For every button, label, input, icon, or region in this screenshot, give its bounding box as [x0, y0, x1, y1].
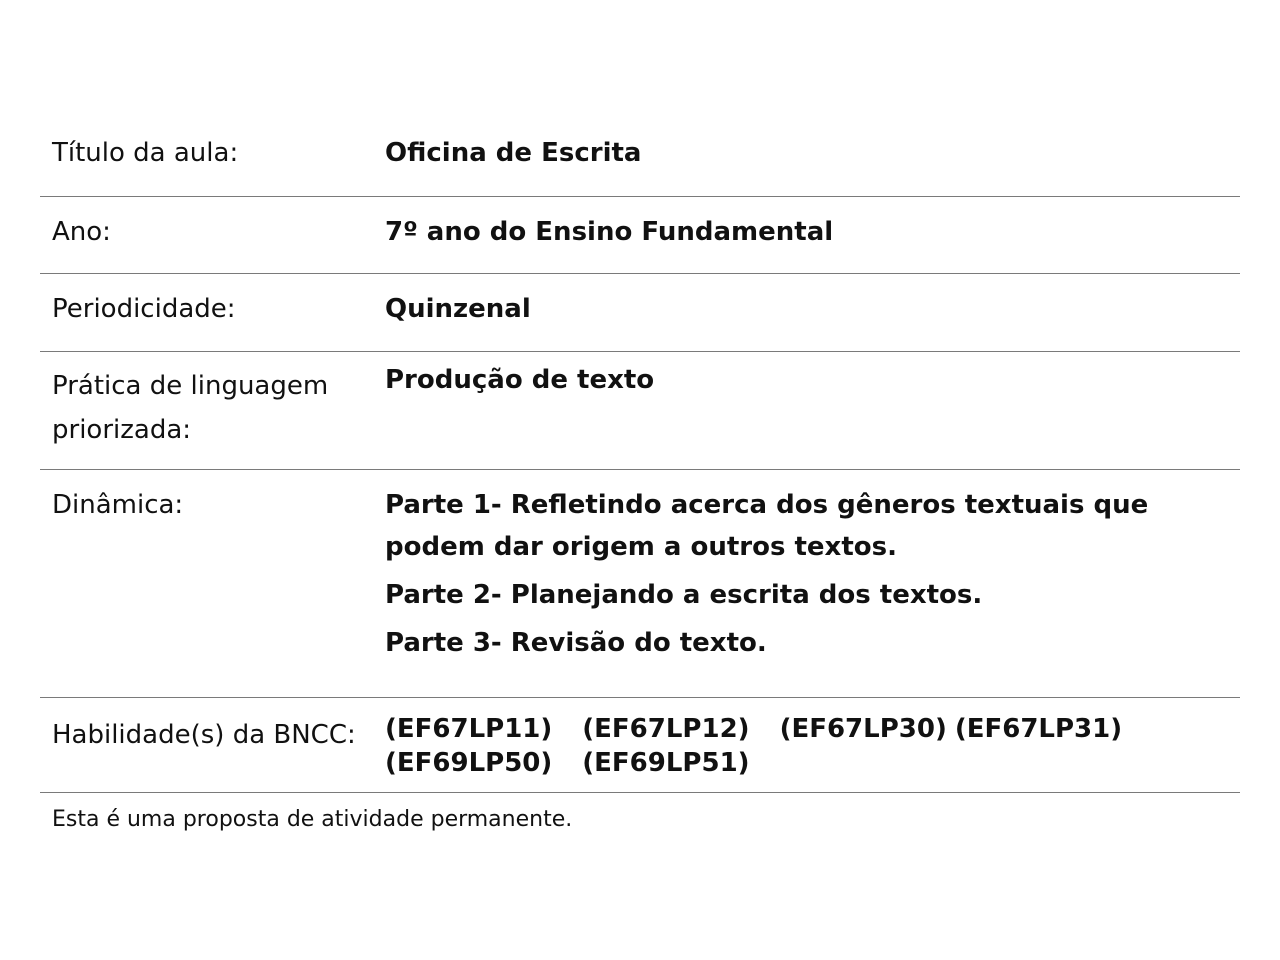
bncc-skill-code: (EF67LP30): [779, 714, 947, 744]
row-year: [40, 197, 1240, 274]
bncc-skill-code: (EF67LP12): [582, 714, 750, 744]
row-dynamics: [40, 470, 1240, 698]
row-lesson-title: [40, 115, 1240, 197]
year-label: Ano:: [52, 217, 111, 247]
periodicity-value: Quinzenal: [385, 294, 531, 324]
lesson-plan-table: [40, 115, 1240, 835]
periodicity-label: Periodicidade:: [52, 294, 236, 324]
bncc-skill-codes: [385, 712, 1228, 780]
dynamics-part-3: Parte 3- Revisão do texto.: [385, 628, 767, 658]
row-language-practice: [40, 352, 1240, 470]
dynamics-value: [385, 484, 1240, 697]
row-periodicity: [40, 274, 1240, 352]
year-value: 7º ano do Ensino Fundamental: [385, 217, 834, 247]
dynamics-part-2: Parte 2- Planejando a escrita dos textos.: [385, 580, 983, 610]
bncc-skills-value: [385, 712, 1240, 792]
bncc-skill-code: (EF69LP51): [582, 748, 750, 778]
language-practice-label-line2: priorizada:: [52, 415, 192, 445]
row-bncc-skills: [40, 698, 1240, 793]
language-practice-label: [40, 364, 385, 469]
dynamics-part-1: Parte 1- Refletindo acerca dos gêneros textuais que podem dar origem a outros textos.: [385, 490, 1149, 562]
bncc-skill-code: (EF67LP31): [954, 714, 1123, 744]
dynamics-label: Dinâmica:: [52, 490, 184, 520]
bncc-skills-label: Habilidade(s) da BNCC:: [52, 720, 356, 750]
footnote: Esta é uma proposta de atividade permanente.: [52, 807, 573, 832]
bncc-skill-code: (EF69LP50): [385, 748, 553, 778]
lesson-title-label: Título da aula:: [52, 138, 239, 168]
lesson-title-value: Oficina de Escrita: [385, 138, 642, 168]
language-practice-value: Produção de texto: [385, 365, 655, 395]
bncc-skill-code: (EF67LP11): [385, 714, 553, 744]
language-practice-label-line1: Prática de linguagem: [52, 371, 329, 401]
